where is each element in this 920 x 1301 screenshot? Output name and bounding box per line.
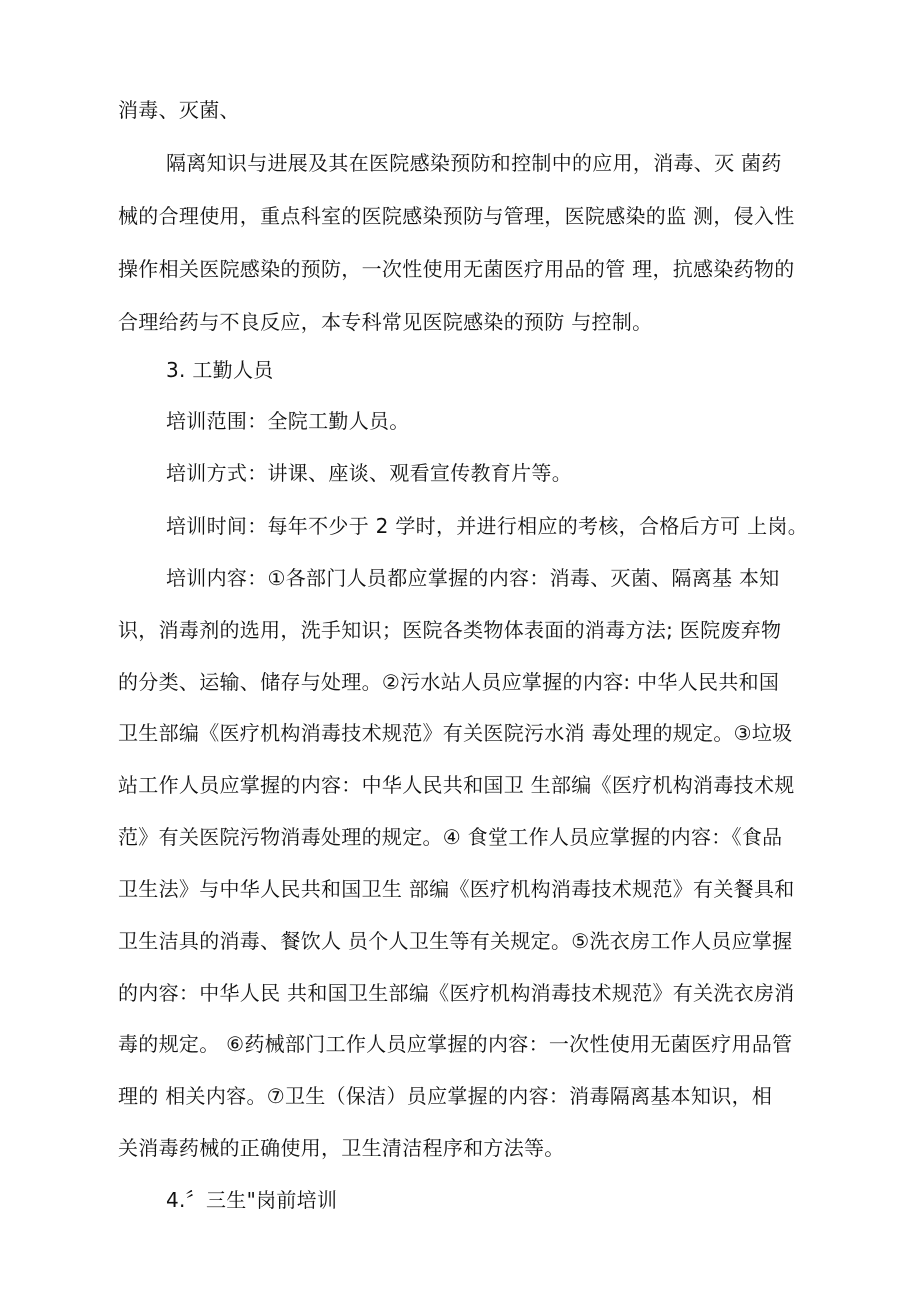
text-line: 范》有关医院污物消毒处理的规定。④ 食堂工作人员应掌握的内容：《食品 — [118, 825, 783, 849]
text-line: 合理给药与不良反应，本专科常见医院感染的预防 与控制。 — [118, 310, 653, 334]
text-line: 械的合理使用，重点科室的医院感染预防与管理，医院感染的监 测，侵入性 — [118, 204, 795, 228]
text-line: 培训范围：全院工勤人员。 — [166, 409, 410, 433]
text-line: 消毒、灭菌、 — [118, 98, 240, 122]
text-line: 的内容：中华人民 共和国卫生部编《医疗机构消毒技术规范》有关洗衣房消 — [118, 981, 795, 1005]
text-line: 毒的规定。 ⑥药械部门工作人员应掌握的内容：一次性使用无菌医疗用品管 — [118, 1032, 793, 1056]
text-line: 关消毒药械的正确使用，卫生清洁程序和方法等。 — [118, 1136, 565, 1160]
text-line: 理的 相关内容。⑦卫生（保洁）员应掌握的内容：消毒隔离基本知识，相 — [118, 1084, 773, 1108]
text-line: 的分类、运输、储存与处理。②污水站人员应掌握的内容: 中华人民共和国 — [118, 670, 780, 694]
text-line: 培训内容：①各部门人员都应掌握的内容：消毒、灭菌、隔离基 本知 — [166, 566, 780, 590]
text-line: 培训方式：讲课、座谈、观看宣传教育片等。 — [166, 461, 572, 485]
section-heading: 4.〞三生"岗前培训 — [166, 1188, 338, 1212]
section-heading: 3. 工勤人员 — [166, 358, 274, 382]
text-line: 操作相关医院感染的预防，一次性使用无菌医疗用品的管 理，抗感染药物的 — [118, 257, 795, 281]
text-line: 隔离知识与进展及其在医院感染预防和控制中的应用，消毒、灭 菌药 — [166, 151, 782, 175]
text-line: 卫生洁具的消毒、餐饮人 员个人卫生等有关规定。⑤洗衣房工作人员应掌握 — [118, 929, 793, 953]
text-line: 卫生法》与中华人民共和国卫生 部编《医疗机构消毒技术规范》有关餐具和 — [118, 877, 795, 901]
text-line: 培训时间：每年不少于 2 学时，并进行相应的考核，合格后方可 上岗。 — [166, 514, 808, 538]
text-line: 站工作人员应掌握的内容：中华人民共和国卫 生部编《医疗机构消毒技术规 — [118, 773, 795, 797]
text-line: 识，消毒剂的选用，洗手知识；医院各类物体表面的消毒方法; 医院废弃物 — [118, 618, 782, 642]
text-line: 卫生部编《医疗机构消毒技术规范》有关医院污水消 毒处理的规定。③垃圾 — [118, 721, 793, 745]
